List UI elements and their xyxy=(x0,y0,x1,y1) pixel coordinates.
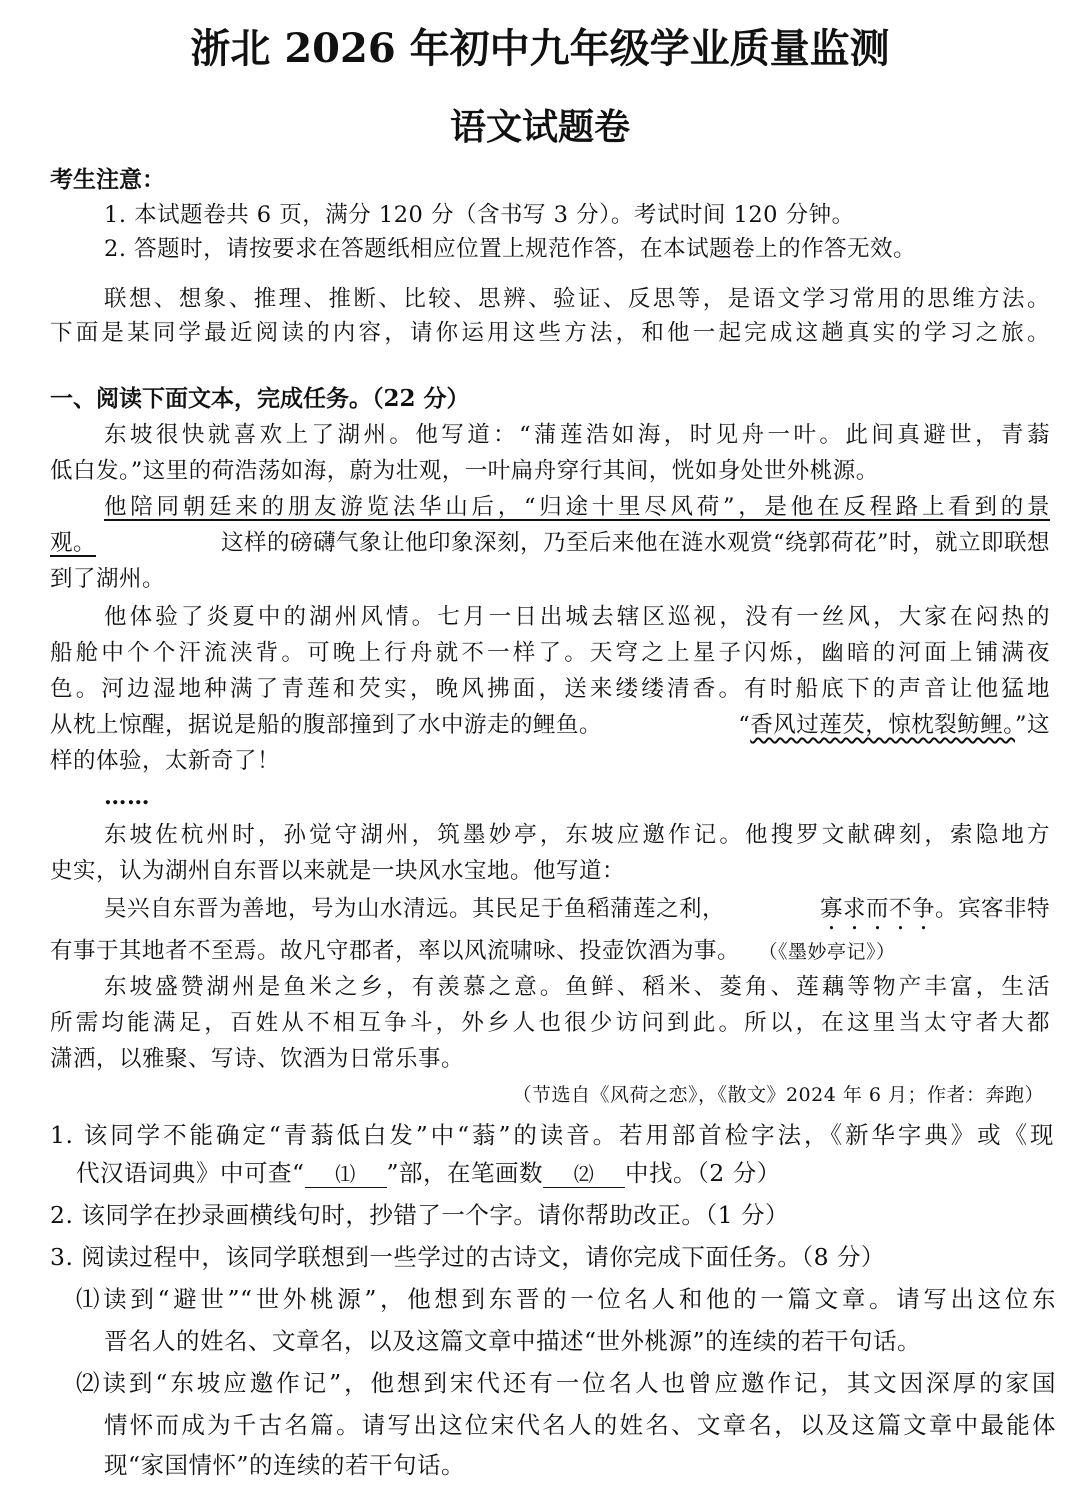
passage-p6-line-2: 所需均能满足，百姓从不相互争斗，外乡人也很少访问到此。所以，在这里当太守者大都 xyxy=(50,1010,1050,1036)
passage-p2-line-3: 到了湖州。 xyxy=(50,566,166,592)
question-1-line-2 xyxy=(76,1154,781,1192)
passage-p6-line-3: 潇洒，以雅聚、写诗、饮酒为日常乐事。 xyxy=(50,1046,465,1072)
classical-quote-line-1-text: 吴兴自东晋为善地，号为山水清远。其民足于鱼稻蒲莲之利， xyxy=(104,896,726,922)
section-1-heading: 一、阅读下面文本，完成任务。（22 分） xyxy=(50,385,470,412)
intro-line-2: 下面是某同学最近阅读的内容，请你运用这些方法，和他一起完成这趟真实的学习之旅。 xyxy=(50,320,1050,346)
passage-p2-line-2 xyxy=(50,526,1050,560)
classical-quote-line-1 xyxy=(104,892,1050,935)
passage-p1-line-1: 东坡很快就喜欢上了湖州。他写道：“蒲莲浩如海，时见舟一叶。此间真避世，青蓊 xyxy=(104,422,1050,448)
passage-source: （节选自《风荷之恋》，《散文》2024 年 6 月；作者：奔跑） xyxy=(512,1084,1044,1106)
passage-p4-line-1: 东坡佐杭州时，孙觉守湖州，筑墨妙亭，东坡应邀作记。他搜罗文献碑刻，索隐地方 xyxy=(104,822,1050,848)
question-3-1-line-1: ⑴读到“避世”“世外桃源”，他想到东晋的一位名人和他的一篇文章。请写出这位东 xyxy=(76,1285,1056,1313)
dotted-phrase: 寡求而不争 xyxy=(819,896,935,922)
exam-subtitle: 语文试题卷 xyxy=(449,106,630,148)
classical-quote-line-2 xyxy=(50,934,896,969)
open-quote: “ xyxy=(738,712,751,738)
question-3-2-line-1: ⑵读到“东坡应邀作记”，他想到宋代还有一位名人也曾应邀作记，其文因深厚的家国 xyxy=(76,1369,1056,1397)
passage-p3-line-4-quote xyxy=(738,708,1050,742)
passage-p1-line-2: 低白发。”这里的荷浩荡如海，蔚为壮观，一叶扁舟穿行其间，恍如身处世外桃源。 xyxy=(50,458,879,484)
passage-p3-line-1: 他体验了炎夏中的湖州风情。七月一日出城去辖区巡视，没有一丝风，大家在闷热的 xyxy=(104,604,1050,630)
intro-line-1: 联想、想象、推理、推断、比较、思辨、验证、反思等，是语文学习常用的思维方法。 xyxy=(104,286,1050,312)
wavy-underlined-verse: 香风过莲芡，惊枕裂鲂鲤。 xyxy=(750,712,1015,738)
passage-p3-line-2: 船舱中个个汗流浃背。可晚上行舟就不一样了。天穹之上星子闪烁，幽暗的河面上铺满夜 xyxy=(50,640,1050,666)
passage-p3-line-3: 色。河边湿地种满了青莲和芡实，晚风拂面，送来缕缕清香。有时船底下的声音让他猛地 xyxy=(50,676,1050,702)
passage-p3-line-4-text: 从枕上惊醒，据说是船的腹部撞到了水中游走的鲤鱼。 xyxy=(50,712,603,738)
question-3: 3. 阅读过程中，该同学联想到一些学过的古诗文，请你完成下面任务。（8 分） xyxy=(50,1243,886,1271)
underlined-sentence-end: 观。 xyxy=(50,530,97,556)
passage-p3-line-4 xyxy=(50,708,1050,742)
passage-p4-line-2: 史实，认为湖州自东晋以来就是一块风水宝地。他写道： xyxy=(50,858,626,884)
answer-blank-2[interactable]: ⑵ xyxy=(543,1161,625,1188)
notice-heading: 考生注意： xyxy=(50,166,165,193)
question-1-text-b: ”部，在笔画数 xyxy=(386,1159,544,1187)
close-quote: ”这 xyxy=(1014,712,1050,738)
question-3-1-line-2: 晋名人的姓名、文章名，以及这篇文章中描述“世外桃源”的连续的若干句话。 xyxy=(104,1327,922,1355)
question-3-2-line-2: 情怀而成为千古名篇。请写出这位宋代名人的姓名、文章名，以及这篇文章中最能体 xyxy=(104,1411,1056,1439)
classical-quote-line-2-text: 有事于其地者不至焉。故凡守郡者，率以风流啸咏、投壶饮酒为事。 xyxy=(50,938,741,964)
question-3-2-line-3: 现“家国情怀”的连续的若干句话。 xyxy=(104,1451,466,1479)
underlined-sentence-line-1: 他陪同朝廷来的朋友游览法华山后，“归途十里尽风荷”，是他在反程路上看到的景 xyxy=(104,494,1050,520)
notice-item-2: 2. 答题时，请按要求在答题纸相应位置上规范作答，在本试题卷上的作答无效。 xyxy=(104,236,917,262)
answer-blank-1[interactable]: ⑴ xyxy=(305,1161,387,1188)
passage-p6-line-1: 东坡盛赞湖州是鱼米之乡，有羡慕之意。鱼鲜、稻米、菱角、莲藕等物产丰富，生活 xyxy=(104,974,1050,1000)
passage-p2-line-2-rest: 这样的磅礴气象让他印象深刻，乃至后来他在涟水观赏“绕郭荷花”时，就立即联想 xyxy=(220,530,1050,556)
classical-quote-line-1-end: 。宾客非特 xyxy=(934,896,1050,922)
ellipsis: …… xyxy=(104,784,150,810)
question-1-text-a: 代汉语词典》中可查“ xyxy=(76,1159,305,1187)
question-1-line-1: 1. 该同学不能确定“青蓊低白发”中“蓊”的读音。若用部首检字法，《新华字典》或《现 xyxy=(50,1121,1054,1149)
exam-title: 浙北 2026 年初中九年级学业质量监测 xyxy=(190,25,890,72)
notice-item-1: 1. 本试题卷共 6 页，满分 120 分（含书写 3 分）。考试时间 120 分钟。 xyxy=(104,202,855,228)
classical-quote-source: （《墨妙亭记》） xyxy=(768,941,896,963)
question-1-text-c: 中找。（2 分） xyxy=(625,1159,781,1187)
passage-p3-line-5: 样的体验，太新奇了！ xyxy=(50,748,281,774)
question-2: 2. 该同学在抄录画横线句时，抄错了一个字。请你帮助改正。（1 分） xyxy=(50,1201,790,1229)
